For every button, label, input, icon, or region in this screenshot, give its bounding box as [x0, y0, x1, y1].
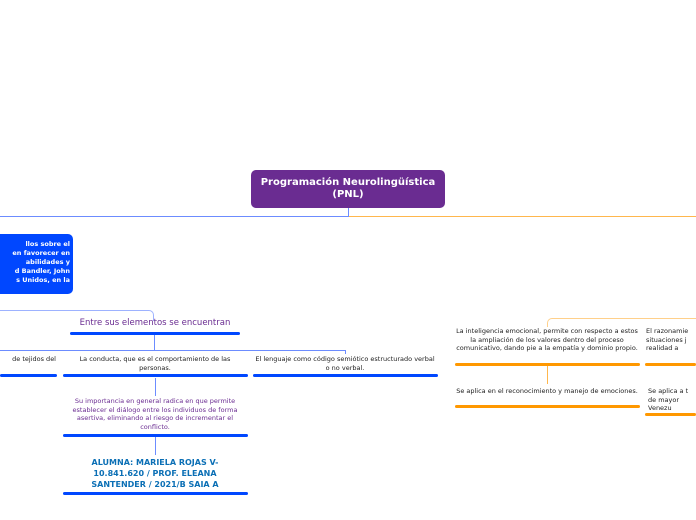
- underline: [0, 374, 57, 377]
- connector: [155, 437, 156, 455]
- item-razonamiento[interactable]: El razonamie situaciones j realidad a: [646, 327, 689, 352]
- elements-node[interactable]: Entre sus elementos se encuentran: [79, 318, 231, 328]
- underline: [63, 492, 248, 495]
- item-tejidos[interactable]: de tejidos del: [12, 355, 56, 363]
- importance-node[interactable]: Su importancia en general radica en que permite establecer el diálogo entre los individuos de forma asertiva, eliminando al riesgo de incrementar el conflicto.: [72, 397, 238, 431]
- underline: [645, 413, 696, 416]
- connector: [155, 378, 156, 396]
- item-lenguaje[interactable]: El lenguaje como código semiótico estructurado verbal o no verbal.: [255, 355, 435, 372]
- connector: [547, 366, 548, 384]
- connector: [349, 216, 696, 217]
- underline: [455, 363, 640, 366]
- underline: [253, 374, 438, 377]
- sub-reconocimiento[interactable]: Se aplica en el reconocimiento y manejo de emociones.: [456, 387, 638, 395]
- summary-node[interactable]: llos sobre el en favorecer en abilidades y d Bandler, John s Unidos, en la: [0, 234, 73, 294]
- underline: [63, 374, 248, 377]
- connector: [348, 208, 349, 216]
- underline: [63, 434, 248, 437]
- root-node[interactable]: [251, 170, 445, 208]
- connector: [154, 335, 155, 350]
- author-node[interactable]: ALUMNA: MARIELA ROJAS V-10.841.620 / PROF. ELEANA SANTENDER / 2021/B SAIA A: [91, 458, 219, 489]
- underline: [645, 363, 696, 366]
- connector: [547, 318, 696, 327]
- item-inteligencia[interactable]: La inteligencia emocional, permite con respecto a estos la ampliación de los valores dentro del proceso comunicativo, dando pie a la empatía y dominio propio.: [456, 327, 638, 352]
- connector: [0, 350, 345, 351]
- connector: [345, 350, 346, 354]
- underline: [70, 332, 240, 335]
- connector: [0, 216, 349, 217]
- root-title: Programación Neurolingüística (PNL): [260, 177, 436, 200]
- underline: [455, 405, 640, 408]
- item-conducta[interactable]: La conducta, que es el comportamiento de las personas.: [79, 355, 231, 372]
- sub-aplica[interactable]: Se aplica a t de mayor Venezu: [648, 387, 689, 412]
